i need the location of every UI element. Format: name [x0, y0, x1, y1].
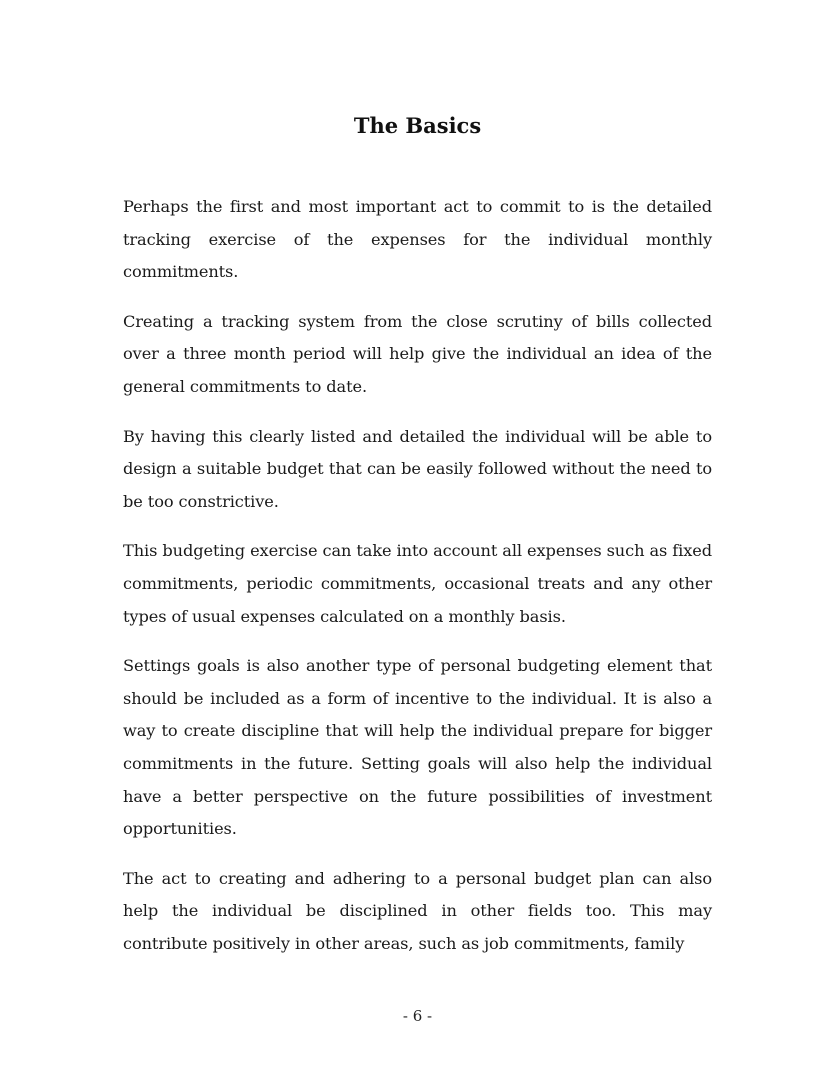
paragraph: By having this clearly listed and detailed the individual will be able to design a suitable budget that can be easily followed without the need to be too constrictive. [123, 426, 712, 511]
paragraph: Perhaps the first and most important act to commit to is the detailed tracking exercise of the expenses for the individual monthly commitments. [123, 197, 712, 282]
page-title: The Basics [353, 113, 482, 138]
paragraph: The act to creating and adhering to a personal budget plan can also help the individual be disciplined in other fields too. This may contribute positively in other areas, such as job commitments, family [123, 868, 712, 953]
page-number: - 6 - [402, 1007, 433, 1025]
body-text [123, 191, 712, 960]
paragraph: Creating a tracking system from the close scrutiny of bills collected over a three month period will help give the individual an idea of the general commitments to date. [123, 311, 712, 396]
paragraph: This budgeting exercise can take into account all expenses such as fixed commitments, periodic commitments, occasional treats and any other types of usual expenses calculated on a monthly basis. [123, 541, 712, 626]
paragraph: Settings goals is also another type of personal budgeting element that should be included as a form of incentive to the individual. It is also a way to create discipline that will help the individual prepare for bigger commitments in the future. Setting goals will also help the individual have a better perspective on the future possibilities of investment opportunities. [123, 656, 712, 839]
